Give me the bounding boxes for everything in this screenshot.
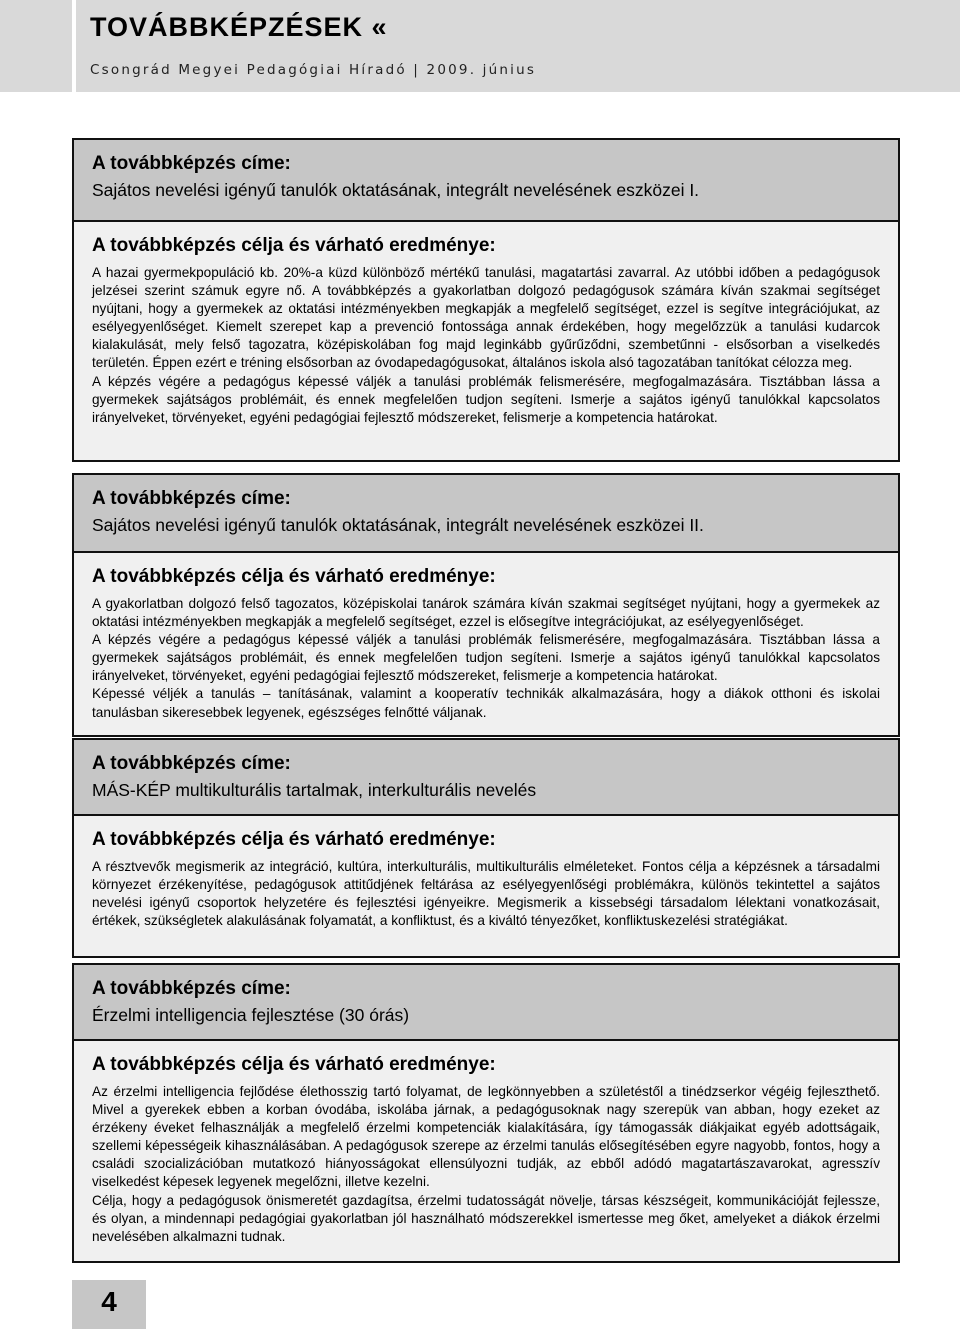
course-goal-area [74,816,898,956]
course-goal-paragraph: A képzés végére a pedagógus képessé váljék a tanulási problémák felismerésére, megfogalmazására. Tisztábban lássa a gyermekek sajátságos problémáit, és ennek megfelelően tudjon segíteni. Ismerje a sajátos igényű tanulókkal kapcsolatos irányelveket, törvényeket, egyéni pedagógiai fejlesztő módszereket, felismerje a kompetencia határokat. [92,632,880,684]
course-title: Sajátos nevelési igényű tanulók oktatásának, integrált nevelésének eszközei I. [92,180,700,200]
course-title-label: A továbbképzés címe: [92,978,291,999]
course-goal-paragraph: A résztvevők megismerik az integráció, kultúra, interkulturális, multikulturális elméleteket. Fontos célja a képzésnek a társadalmi környezet érzékenyítése, pedagógusok attitűdjének feltárása az esélyegyenlőségi problémákra, különös tekintettel a sajátos nevelési igényű csoportok helyzetére és fejlesztési igényeikre. Megismerik a kissebségi társadalom lélektani vonatkozásait, értékek, szükségletek alakulásának folyamatát, a konfliktust, és a kiváltó tényezőket, konfliktuskezelési stratégiákat. [92,859,880,929]
course-title-label: A továbbképzés címe: [92,753,291,774]
course-goal-text [92,858,880,930]
course-goal-area [74,222,898,460]
course-goal-paragraph: Képessé véljék a tanulás – tanításának, valamint a kooperatív technikák alkalmazására, hogy a diákok otthoni és iskolai tanulásban sikeresebbek legyenek, egészséges felnőtté váljanak. [92,686,880,720]
course-block-1 [72,138,900,462]
course-goal-area [74,553,898,735]
course-title-label: A továbbképzés címe: [92,153,291,174]
course-goal-label: A továbbképzés célja és várható eredménye: [92,1054,496,1075]
header-stripe [72,0,76,92]
course-goal-paragraph: Célja, hogy a pedagógusok önismeretét gazdagítsa, érzelmi tudatosságát növelje, társas készségeit, kommunikációját fejlessze, és olyan, a mindennapi pedagógiai gyakorlatban jól használható módszerekkel ismertesse meg őket, amelyeket a diákok érzelmi nevelésében alkalmazni tudnak. [92,1192,880,1244]
course-block-4 [72,963,900,1263]
course-goal-paragraph: Az érzelmi intelligencia fejlődése élethosszig tartó folyamat, de legkönnyebben a születéstől a tinédzserkor végéig fejleszthető. Mivel a gyerekek ebben a korban óvodába, iskolába járnak, a pedagógusoknak nagy szerepük van abban, hogy ezeket az érzékeny éveket felhasználják a megfelelő érzelmi kompetenciák kialakítására, így támogassák diákjaikat egyéb adottságaik, szellemi képességeik kihasználásában. A pedagógusok szerepe az érzelmi tanulás elősegítésében egyre nagyobb, fontos, hogy a családi szocializációban mutatkozó hiányosságokat ellensúlyozni tudják, az ebből adódó magatartászavarokat, agresszív viselkedést képesek legyenek megelőzni, illetve kezelni. [92,1084,880,1190]
course-title-area [74,965,898,1041]
header-band [0,0,960,92]
course-title-area [74,475,898,553]
course-goal-label: A továbbképzés célja és várható eredménye: [92,235,496,256]
course-title-area [74,140,898,222]
course-goal-text [92,264,880,427]
course-goal-label: A továbbképzés célja és várható eredménye: [92,566,496,587]
page-number-box [72,1280,146,1329]
course-title-label: A továbbképzés címe: [92,488,291,509]
course-title: MÁS-KÉP multikulturális tartalmak, interkulturális nevelés [92,780,537,800]
course-goal-paragraph: A képzés végére a pedagógus képessé váljék a tanulási problémák felismerésére, megfogalmazására. Tisztábban lássa a gyermekek sajátságos problémáit, és ennek megfelelően tudjon segíteni. Ismerje a sajátos igényű tanulókkal kapcsolatos irányelveket, törvényeket, egyéni pedagógiai fejlesztő módszereket, felismerje a kompetencia határokat. [92,373,880,425]
publication-line: Csongrád Megyei Pedagógiai Híradó | 2009. június [90,62,537,78]
course-block-3 [72,738,900,958]
course-goal-text [92,1083,880,1246]
section-title: TOVÁBBKÉPZÉSEK « [90,12,388,42]
course-goal-label: A továbbképzés célja és várható eredménye: [92,829,496,850]
course-block-2 [72,473,900,737]
course-goal-area [74,1041,898,1261]
page-number: 4 [101,1286,117,1317]
course-goal-paragraph: A hazai gyermekpopuláció kb. 20%-a küzd különböző mértékű tanulási, magatartási zavarral. Az utóbbi időben a pedagógusok jelzései szerint számuk egyre nő. A továbbképzés a gyakorlatban dolgozó pedagógusok számára kíván szakmai segítséget nyújtani, hogy a gyermekek az oktatási intézményekben megkapják a megfelelő segítséget, ezzel is segítve integrációjukat, az esélyegyenlőséget. Kiemelt szerepet kap a prevenció fontossága annak érdekében, hogy megelőzzük a tanulási kudarcok kialakulását, mely felső tagozatra, középiskolában fog majd leginkább gyűrűződni, szembetűnni - elsősorban a viselkedés területén. Éppen ezért e tréning elsősorban az óvodapedagógusokat, általános iskola alsó tagozatában tanítókat célozza meg. [92,265,880,371]
course-goal-paragraph: A gyakorlatban dolgozó felső tagozatos, középiskolai tanárok számára kíván szakmai segítséget nyújtani, hogy a gyermekek az oktatási intézményekben megkapják a megfelelő segítséget, ezzel is elősegítve integrációjukat, az esélyegyenlőséget. [92,596,880,630]
course-title: Sajátos nevelési igényű tanulók oktatásának, integrált nevelésének eszközei II. [92,515,704,535]
course-title: Érzelmi intelligencia fejlesztése (30 órás) [92,1005,410,1025]
course-title-area [74,740,898,816]
course-goal-text [92,595,880,722]
